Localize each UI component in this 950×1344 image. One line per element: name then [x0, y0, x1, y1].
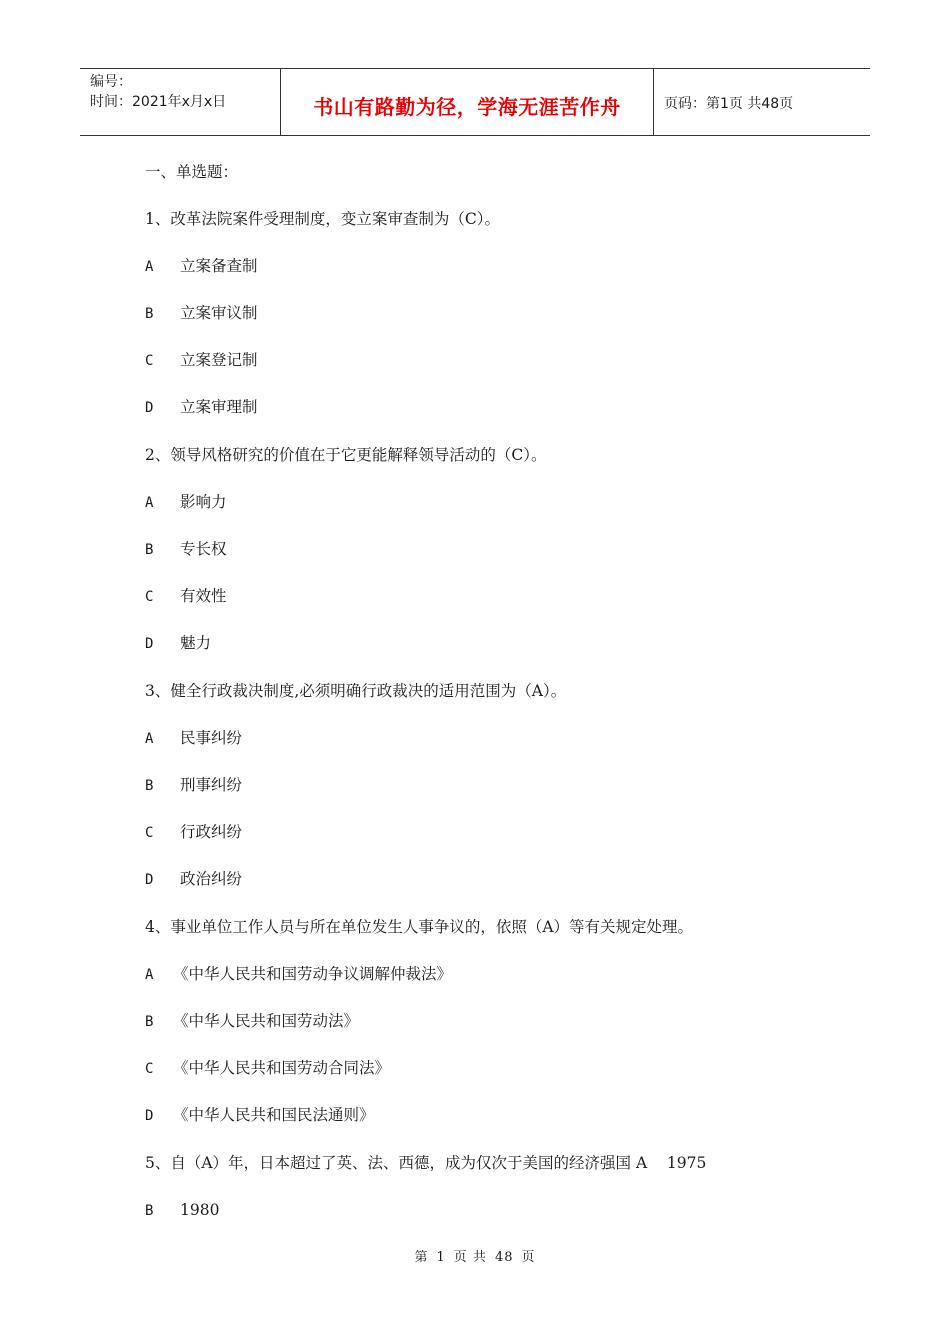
footer-middle: 页 共: [453, 1250, 487, 1265]
option-letter: A: [145, 495, 154, 511]
option-d: [145, 1105, 375, 1126]
option-text: 《中华人民共和国劳动合同法》: [173, 1059, 391, 1077]
option-text: 1980: [180, 1201, 220, 1219]
option-d: [145, 869, 242, 890]
option-b: [145, 1200, 219, 1221]
option-letter: B: [145, 542, 154, 558]
option-letter: C: [145, 1061, 154, 1077]
option-text: 行政纠纷: [180, 823, 243, 841]
option-c: [145, 350, 258, 371]
option-b: [145, 1011, 359, 1032]
question-stem: 2、领导风格研究的价值在于它更能解释领导活动的（C）。: [145, 446, 547, 464]
option-text: 立案审理制: [180, 398, 258, 416]
option-b: [145, 539, 227, 560]
option-c: [145, 822, 242, 843]
question-stem: 3、健全行政裁决制度,必须明确行政裁决的适用范围为（A）。: [145, 682, 567, 700]
page-footer: [0, 1246, 950, 1265]
question-stem: 1、改革法院案件受理制度，变立案审查制为（C）。: [145, 210, 500, 228]
option-b: [145, 303, 258, 324]
option-b: [145, 775, 242, 796]
option-c: [145, 1058, 390, 1079]
option-letter: C: [145, 353, 154, 369]
option-text: 专长权: [180, 540, 227, 558]
option-text: 有效性: [180, 587, 227, 605]
option-text: 《中华人民共和国劳动争议调解仲裁法》: [173, 965, 453, 983]
option-letter: A: [145, 731, 154, 747]
header-page-label: 页码：第1页 共48页: [664, 96, 794, 112]
option-text: 《中华人民共和国民法通则》: [173, 1106, 375, 1124]
option-text: 魅力: [180, 634, 212, 652]
option-text: 影响力: [180, 493, 227, 511]
option-letter: C: [145, 589, 154, 605]
option-letter: B: [145, 306, 154, 322]
option-a: [145, 964, 452, 985]
document-number-label: 编号：: [90, 74, 132, 90]
option-letter: D: [145, 636, 154, 652]
option-letter: D: [145, 400, 154, 416]
option-letter: B: [145, 778, 154, 794]
option-a: [145, 256, 258, 277]
option-letter: D: [145, 872, 154, 888]
footer-current-page: 1: [436, 1250, 446, 1265]
option-c: [145, 586, 227, 607]
option-text: 政治纠纷: [180, 870, 243, 888]
option-a: [145, 492, 227, 513]
option-letter: B: [145, 1203, 154, 1219]
question-stem: 4、事业单位工作人员与所在单位发生人事争议的，依照（A）等有关规定处理。: [145, 918, 694, 936]
option-letter: B: [145, 1014, 154, 1030]
option-text: 立案审议制: [180, 304, 258, 322]
option-text: 立案备查制: [180, 257, 258, 275]
footer-total-pages: 48: [494, 1250, 514, 1265]
section-title: 一、单选题：: [145, 163, 239, 181]
option-d: [145, 397, 258, 418]
option-text: 立案登记制: [180, 351, 258, 369]
option-a: [145, 728, 242, 749]
footer-prefix: 第: [414, 1250, 429, 1265]
option-letter: A: [145, 967, 154, 983]
option-d: [145, 633, 211, 654]
document-date-label: 时间：2021年x月x日: [90, 94, 227, 110]
header-meta-cell: [80, 69, 281, 135]
question-stem: 5、自（A）年，日本超过了英、法、西德，成为仅次于美国的经济强国 A 1975: [145, 1154, 707, 1172]
header-motto: 书山有路勤为径，学海无涯苦作舟: [281, 69, 654, 135]
option-letter: C: [145, 825, 154, 841]
option-text: 《中华人民共和国劳动法》: [173, 1012, 360, 1030]
header-table: [80, 68, 870, 136]
option-letter: A: [145, 259, 154, 275]
option-text: 刑事纠纷: [180, 776, 243, 794]
footer-suffix: 页: [521, 1250, 536, 1265]
option-text: 民事纠纷: [180, 729, 243, 747]
option-letter: D: [145, 1108, 154, 1124]
